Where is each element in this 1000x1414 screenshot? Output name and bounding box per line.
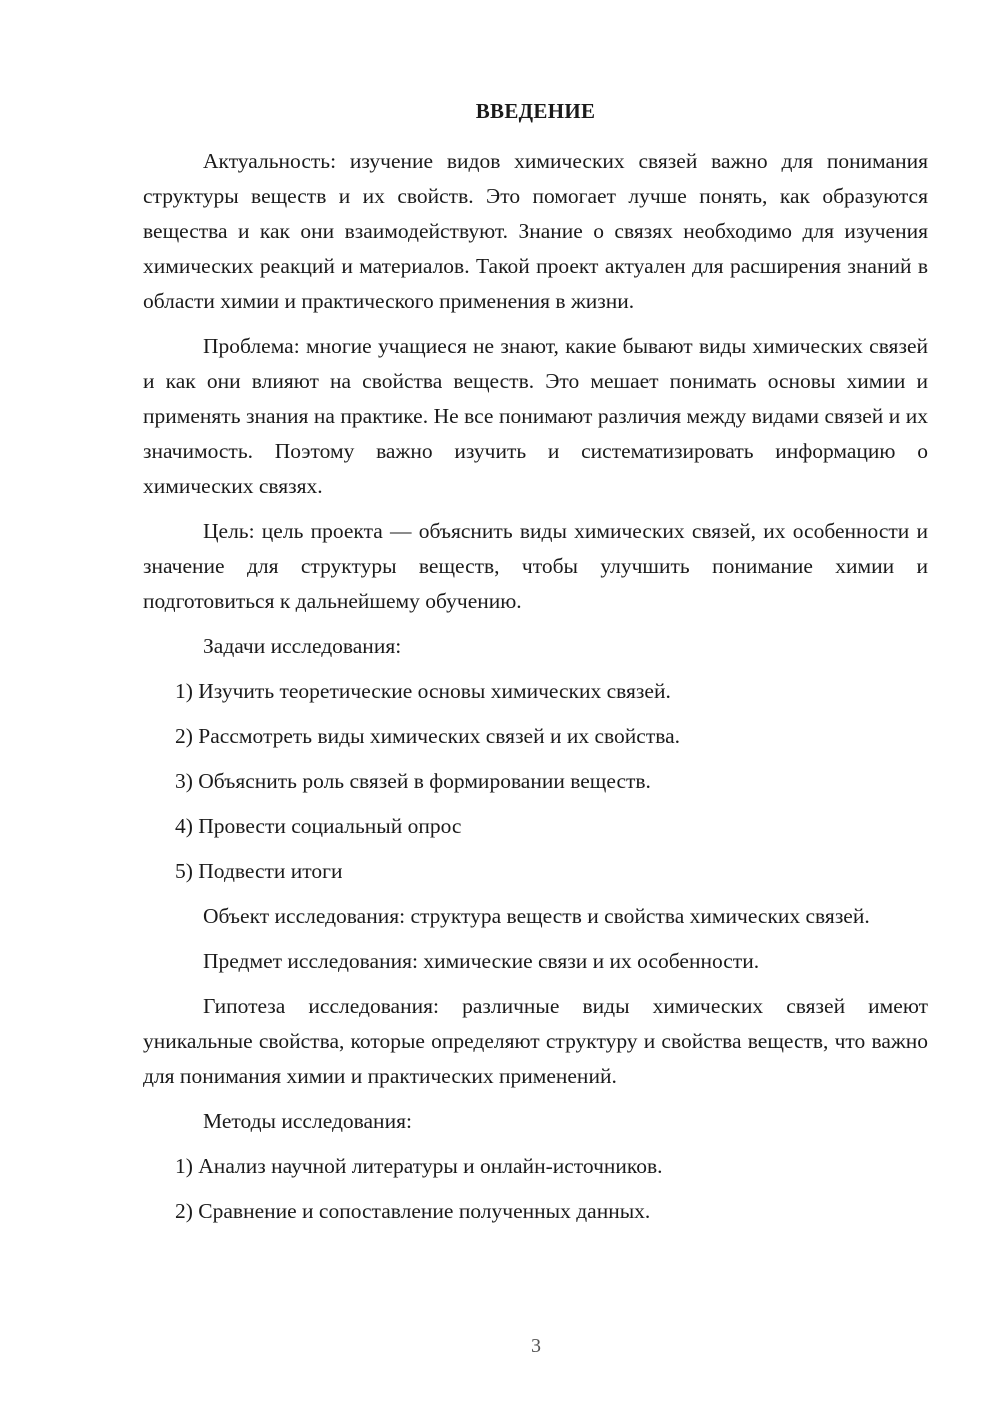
- task-item: 2) Рассмотреть виды химических связей и их свойства.: [175, 724, 681, 748]
- task-item: 5) Подвести итоги: [175, 859, 343, 883]
- method-item: 2) Сравнение и сопоставление полученных данных.: [175, 1199, 651, 1223]
- methods-label: Методы исследования:: [203, 1109, 412, 1133]
- tasks-label: Задачи исследования:: [203, 634, 402, 658]
- object-paragraph: Объект исследования: структура веществ и свойства химических связей.: [203, 904, 870, 928]
- page-number: 3: [531, 1335, 541, 1357]
- goal-paragraph: Цель: цель проекта — объяснить виды химических связей, их особенности и значение для структуры веществ, чтобы улучшить понимание химии и подготовиться к дальнейшему обучению.: [143, 519, 928, 613]
- subject-paragraph: Предмет исследования: химические связи и их особенности.: [203, 949, 760, 973]
- section-heading: ВВЕДЕНИЕ: [475, 99, 596, 123]
- hypothesis-paragraph: Гипотеза исследования: различные виды химических связей имеют уникальные свойства, которые определяют структуру и свойства веществ, что важно для понимания химии и практических применений.: [143, 994, 928, 1088]
- task-item: 4) Провести социальный опрос: [175, 814, 462, 838]
- method-item: 1) Анализ научной литературы и онлайн-источников.: [175, 1154, 663, 1178]
- tasks-list: [143, 674, 928, 889]
- relevance-paragraph: Актуальность: изучение видов химических связей важно для понимания структуры веществ и их свойств. Это помогает лучше понять, как образуются вещества и как они взаимодействуют. Знание о связях необходимо для изучения химических реакций и материалов. Такой проект актуален для расширения знаний в области химии и практического применения в жизни.: [143, 149, 928, 313]
- task-item: 3) Объяснить роль связей в формировании веществ.: [175, 769, 651, 793]
- task-item: 1) Изучить теоретические основы химических связей.: [175, 679, 671, 703]
- problem-paragraph: Проблема: многие учащиеся не знают, какие бывают виды химических связей и как они влияют на свойства веществ. Это мешает понимать основы химии и применять знания на практике. Не все понимают различия между видами связей и их значимость. Поэтому важно изучить и систематизировать информацию о химических связях.: [143, 334, 928, 498]
- methods-list: [143, 1149, 928, 1229]
- document-page: [143, 96, 928, 1239]
